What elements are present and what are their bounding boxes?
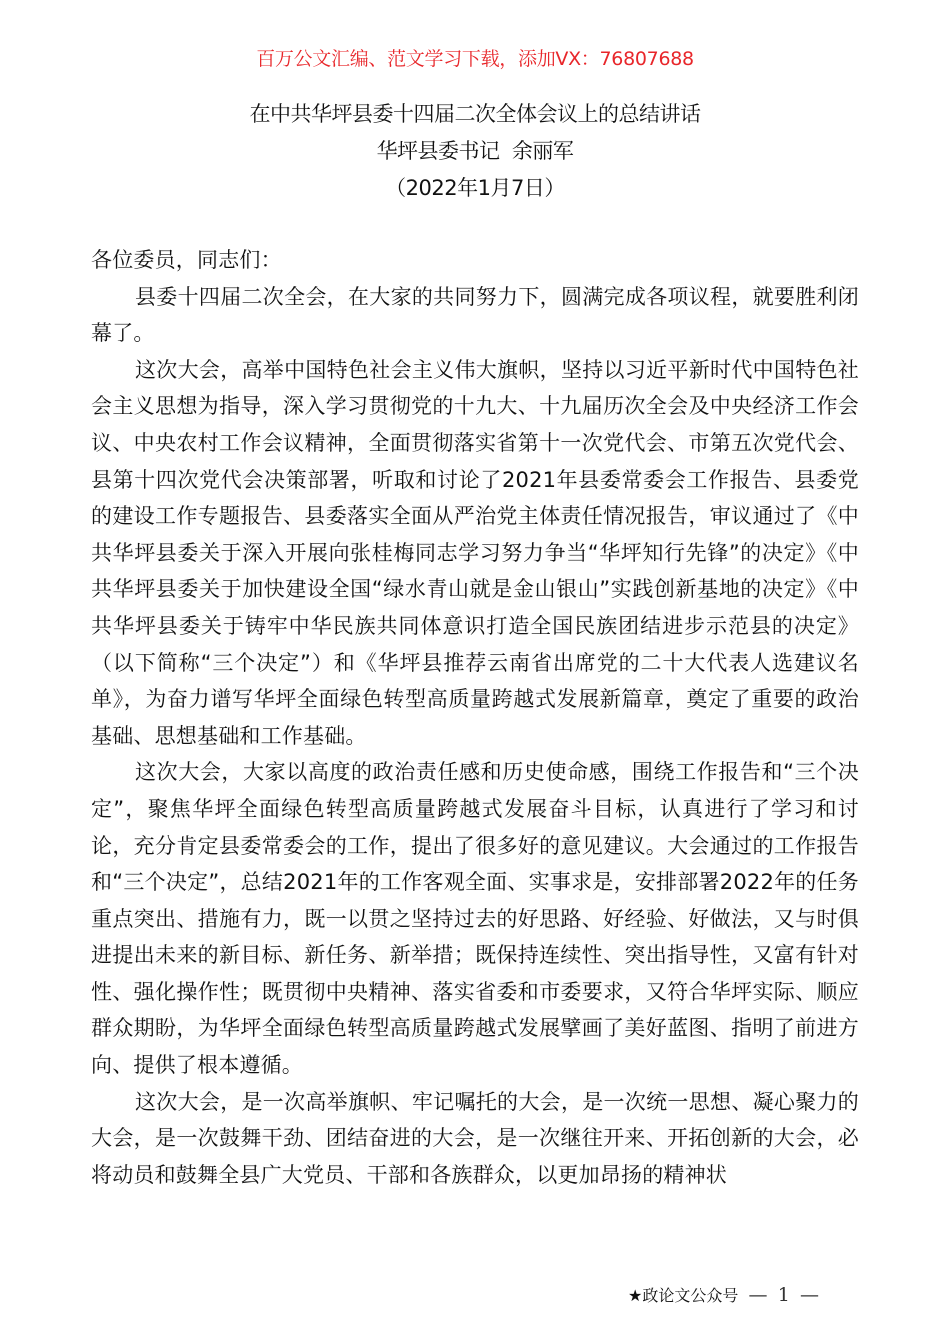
document-body — [91, 242, 859, 1193]
document-title: 在中共华坪县委十四届二次全体会议上的总结讲话 — [249, 102, 701, 126]
document-header — [0, 96, 950, 207]
watermark-text: 百万公文汇编、范文学习下载，添加VX：76807688 — [256, 48, 694, 70]
paragraph: 这次大会，高举中国特色社会主义伟大旗帜，坚持以习近平新时代中国特色社会主义思想为指导，深入学习贯彻党的十九大、十九届历次全会及中央经济工作会议、中央农村工作会议精神，全面贯彻落实省第十一次党代会、市第五次党代会、县第十四次党代会决策部署，听取和讨论了2021年县委常委会工作报告、县委党的建设工作专题报告、县委落实全面从严治党主体责任情况报告，审议通过了《中共华坪县委关于深入开展向张桂梅同志学习努力争当“华坪知行先锋”的决定》《中共华坪县委关于加快建设全国“绿水青山就是金山银山”实践创新基地的决定》《中共华坪县委关于铸牢中华民族共同体意识打造全国民族团结进步示范县的决定》（以下简称“三个决定”）和《华坪县推荐云南省出席党的二十大代表人选建议名单》，为奋力谱写华坪全面绿色转型高质量跨越式发展新篇章，奠定了重要的政治基础、思想基础和工作基础。 — [91, 357, 859, 748]
page-number: 1 — [777, 1284, 790, 1306]
salutation: 各位委员，同志们： — [91, 248, 282, 272]
page-footer — [628, 1283, 819, 1308]
footer-source: ★政论文公众号 — [628, 1286, 739, 1305]
page-dash-right: — — [799, 1284, 819, 1306]
paragraph: 这次大会，大家以高度的政治责任感和历史使命感，围绕工作报告和“三个决定”，聚焦华坪全面绿色转型高质量跨越式发展奋斗目标，认真进行了学习和讨论，充分肯定县委常委会的工作，提出了很多好的意见建议。大会通过的工作报告和“三个决定”，总结2021年的工作客观全面、实事求是，安排部署2022年的任务重点突出、措施有力，既一以贯之坚持过去的好思路、好经验、好做法，又与时俱进提出未来的新目标、新任务、新举措；既保持连续性、突出指导性，又富有针对性、强化操作性；既贯彻中央精神、落实省委和市委要求，又符合华坪实际、顺应群众期盼，为华坪全面绿色转型高质量跨越式发展擘画了美好蓝图、指明了前进方向、提供了根本遵循。 — [91, 760, 859, 1078]
page-dash-left: — — [748, 1284, 768, 1306]
watermark-banner — [0, 46, 950, 72]
speech-date: （2022年1月7日） — [385, 176, 565, 200]
paragraph: 这次大会，是一次高举旗帜、牢记嘱托的大会，是一次统一思想、凝心聚力的大会，是一次鼓舞干劲、团结奋进的大会，是一次继往开来、开拓创新的大会，必将动员和鼓舞全县广大党员、干部和各族群众，以更加昂扬的精神状 — [91, 1089, 859, 1187]
speaker-line: 华坪县委书记 余丽军 — [376, 139, 574, 163]
paragraph: 县委十四届二次全会，在大家的共同努力下，圆满完成各项议程，就要胜利闭幕了。 — [91, 284, 859, 346]
